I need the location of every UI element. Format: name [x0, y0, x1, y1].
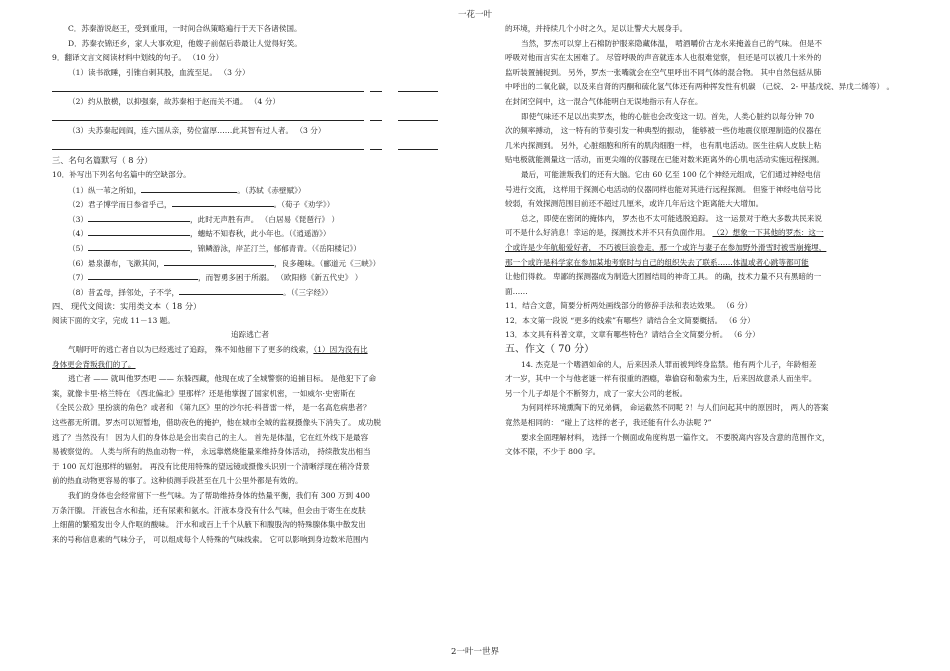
blank-5[interactable] — [88, 241, 190, 251]
paragraph-line: 最后，可能泄叛我们的还有大脑。它由 60 亿至 100 亿个神经元组成，它们通过神经电信 — [521, 169, 821, 179]
answer-line-9-2[interactable] — [52, 110, 448, 125]
paragraph-line: 中呼出的二氧化碳，以及来自肾的丙酮和硫化氢气体还有两种挥发性有机碳 （己烷、 2- 甲基戊烷、异戊二烯等） 。 — [505, 82, 895, 92]
fill-blank-4: （4） ，蟪蛄不知春秋，此小年也。（《逍遥游》） — [52, 226, 448, 241]
question-9-3: （3）夫苏秦起闾阎，连六国从亲，势位富厚……此其智有过人者。 （3 分） — [68, 126, 326, 136]
reading-instruction: 阅读下面的文字，完成 11－13 题。 — [52, 315, 175, 325]
paragraph-line: 即使气味还不足以出卖罗杰，他的心脏也会改变这一切。首先，人类心脏约以每分钟 70 — [521, 111, 815, 121]
paragraph-line: 次的频率搏动， 这一特有的节奏引发一种典型的振动， 能够被一些仿地震仪原理制造的仪器在 — [505, 126, 822, 136]
prompt-line: 文体不限，不少于 800 字。 — [505, 447, 601, 457]
prompt-line: 为何同样环境熏陶下的兄弟俩， 命运截然不同呢 ?！与人们问起其中的原因时， 两人的答案 — [521, 403, 829, 413]
blank-2[interactable] — [172, 197, 274, 207]
answer-line-9-3[interactable] — [52, 139, 448, 154]
right-column — [505, 22, 905, 460]
question-13: 13．本文具有科普文章，文章有哪些特色？请结合全文简要分析。 （6 分） — [505, 330, 760, 340]
paragraph-line: 的环境，并持续几个小时之久，足以让警犬大展身手。 — [505, 24, 688, 33]
fill-blank-3: （3） ，此时无声胜有声。 （白居易《琵琶行》 ） — [52, 212, 448, 227]
underlined-sentence-2-cont: 那一个或许是科学家在参加某地考察时与自己的组织失去了联系……体温或者心跳等都可能 — [505, 257, 809, 267]
paragraph-line: 在封闭空间中，这一混合气体能明白无误地指示有人存在。 — [505, 96, 703, 106]
paragraph-line: 面…… — [505, 286, 528, 296]
section-3-title: 三、名句名篇默写（ 8 分） — [52, 155, 153, 166]
paragraph-line: 前的热血动物更容易的事了。这种侦测手段甚至在几十公里外都是有效的。 — [52, 476, 303, 486]
answer-line-9-1[interactable] — [52, 80, 448, 95]
blank-6[interactable] — [164, 256, 274, 266]
option-d: D．苏秦衣锦还乡，家人大事欢迎，他嫂子前倨后恭最让人觉得好笑。 — [68, 38, 302, 48]
paragraph-line: 当然，罗杰可以穿上石棉防护服来隐藏体温， 啃酒嚼价古龙水来掩盖自己的气味。 但是不 — [521, 38, 822, 48]
fill-blank-2: （2）君子博学而日参省乎己， 。（荀子《劝学》） — [52, 197, 448, 212]
underlined-sentence-1: （1）因为没有比 — [313, 345, 368, 355]
paragraph-line: 呼吸对他而言实在太困难了。 尽管呼吸的声音就连本人也很难觉察， 但还是可以被几十米外的 — [505, 53, 822, 63]
fill-blank-5: （5） ，锦鳞游泳，岸芷汀兰，郁郁青青。（《岳阳楼记》） — [52, 241, 448, 256]
prompt-line: 另一个儿子却是个不断努力，成了一家大公司的老板。 — [505, 388, 688, 398]
paragraph-line: 贴电极就能测量这一活动，而更尖端的仪器现在已能对数米距离外的心肌电活动实施远程探测。 — [505, 155, 824, 165]
page-header: 一花一叶 — [457, 10, 492, 20]
paragraph-line: 逃亡者 —— 就叫他罗杰吧 —— 东躲西藏，他现在成了全城警察的追捕目标。 是他犯下了命 — [68, 374, 377, 384]
question-9-1: （1）读书欲睡，引锥自刺其股，血流至足。 （3 分） — [68, 67, 250, 77]
question-9-2: （2）约从散横，以抑强秦，故苏秦相于赵而关不通。 （4 分） — [68, 96, 280, 106]
section-5-title: 五、作文（ 70 分） — [505, 344, 595, 356]
paragraph-line: 可不是什么好消息！幸运的是，探测技术并不只有负面作用。 （2）想象一下其他的罗杰：这一 — [505, 228, 824, 238]
prompt-line: 才一岁，其中一个与他老谜一样有很重的酒瘾，靠偷窃和勒索为生，后来因故意杀人而坐牢。 — [505, 374, 817, 384]
paragraph-line: 气喘吁吁的逃亡者自以为已经逃过了追踪， 殊不知他留下了更多的线索，（1）因为没有比 — [68, 345, 368, 355]
paragraph-line: 上细菌的繁殖发出令人作呕的酸味。 汗水和或百上千个从腋下和腹股沟的特殊腺体集中散发出 — [52, 520, 366, 530]
question-11: 11．结合文意，简要分析两处画线部分的修辞手法和表达效果。 （6 分） — [505, 301, 753, 311]
paragraph-line: 总之，即使在密闭的掩体内， 罗杰也不太可能逃脱追踪。 这一运景对于绝大多数共民来说 — [521, 213, 822, 223]
paragraph-line: 监听装置捕捉到。 另外，罗杰一张嘴就会在空气里呼出不同气体的混合物。 其中自然包括从肺 — [505, 67, 822, 77]
blank-1[interactable] — [141, 183, 237, 193]
paragraph-line: 易被察觉的。 人类与所有的热血动物一样， 永远靠燃烧能量来维持身体活动， 持续散发出相当 — [52, 447, 371, 457]
paragraph-line: 来的号称信息素的气味分子， 可以组成每个人特殊的气味线索。 它可以影响到身边数米范围内 — [52, 534, 369, 544]
paragraph-line: 我们的身体也会经常留下一些气味。为了帮助维持身体的热量平衡，我们有 300 万到 400 — [68, 491, 371, 500]
question-10: 10．补写出下列名句名篇中的空缺部分。 — [52, 169, 191, 179]
paragraph-line: 这些都无所谓。罗杰可以短暂地，借助夜色的掩护，他在城市全城的监视摄像头下消失了。 成功脱 — [52, 418, 381, 428]
fill-blank-6: （6）悬泉瀑布，飞漱其间， ，良多趣味。（郦道元《三峡》） — [52, 256, 448, 271]
underlined-sentence-2: （2）想象一下其他的罗杰：这一 — [712, 228, 824, 238]
underlined-sentence-2-cont: 个或许是少年航船爱好者， 不巧被巨浪卷走，那一个或许与妻子在参加野外滑雪时被雪崩掩埋， — [505, 242, 827, 252]
question-12: 12．本文第一段说 “更多的线索”有哪些？请结合全文简要概括。 （6 分） — [505, 315, 755, 325]
paragraph-line: 让他们得救。 卑鄙的探测器成为制造大团圆结局的神奇工具。 的确，技术力量不只有黑暗的一 — [505, 272, 822, 282]
underlined-sentence-1-cont: 身体更会背叛我们的了。 — [52, 359, 136, 369]
section-4-title: 四、 现代文阅读：实用类文本（ 18 分） — [52, 301, 202, 312]
blank-8[interactable] — [179, 285, 283, 295]
article-title: 追踪逃亡者 — [231, 330, 269, 340]
paragraph-line: 万条汗腺。 汗液包含水和盐，还有尿素和氨水。汗液本身没有什么气味，但会由于寄生在皮肤 — [52, 505, 366, 515]
paragraph-line: 《全民公敌》里扮演的角色？或者和 《第九区》里的沙尔托·科普雷一样， 是一名高危病患者？ — [52, 403, 371, 413]
paragraph-line: 案，就像卡里·格兰特在 《西北偏北》里那样？还是他掌握了国家机密，一如威尔·史密斯在 — [52, 388, 356, 398]
prompt-line: 要求全面理解材料， 选择一个侧面或角度构思一篇作文。 不要脱离内容及含意的范围作文， — [521, 432, 830, 442]
fill-blank-7: （7） ，而智勇多困于所溺。 （欧阳修《新五代史》 ） — [52, 270, 448, 285]
paragraph-line: 较弱，有效探测范围目前还不超过几厘米，或许几年后这个距离能大大增加。 — [505, 199, 764, 209]
option-c: C．苏秦游说赵王，受到重用，一时间合纵策略遍行于天下各诸侯国。 — [68, 24, 302, 33]
paragraph-line: 逃了？当然没有！ 因为人们的身体总是会出卖自己的主人。 首先是体温，它在红外线下是最容 — [52, 432, 369, 442]
left-column — [52, 22, 448, 547]
blank-4[interactable] — [88, 226, 190, 236]
page-footer: 2一叶一世界 — [451, 647, 499, 657]
paragraph-line: 几米内探测到。 另外，心脏细胞和所有的肌肉细胞一样， 也有肌电活动。医生往病人皮肤上粘 — [505, 140, 822, 150]
blank-7[interactable] — [88, 270, 198, 280]
paragraph-line: 于 100 瓦灯泡那样的辐射。 再没有比使用特殊的望远镜或摄像头识别一个清晰浮现在稍冷背景 — [52, 461, 370, 471]
blank-3[interactable] — [88, 212, 190, 222]
prompt-line: 竟然是相同的： “碰上了这样的老子，我还能有什么办法呢 ?” — [505, 418, 712, 428]
question-14: 14. 杰克是一个嗜酒如命的人，后来因杀人罪而被判终身监禁。他有两个儿子，年龄相差 — [521, 359, 817, 369]
fill-blank-8: （8）昔孟母，择邻处，子不学， 。（《三字经》） — [52, 285, 448, 300]
paragraph-line: 号进行交流， 这样用于探测心电活动的仪器同样也能对其进行远程探测。 但鉴于神经电信号比 — [505, 184, 822, 194]
question-9: 9．翻译文言文阅读材料中划线的句子。 （10 分） — [52, 53, 224, 63]
fill-blank-1: （1）纵一苇之所如， 。（苏轼《赤壁赋》） — [52, 183, 448, 198]
